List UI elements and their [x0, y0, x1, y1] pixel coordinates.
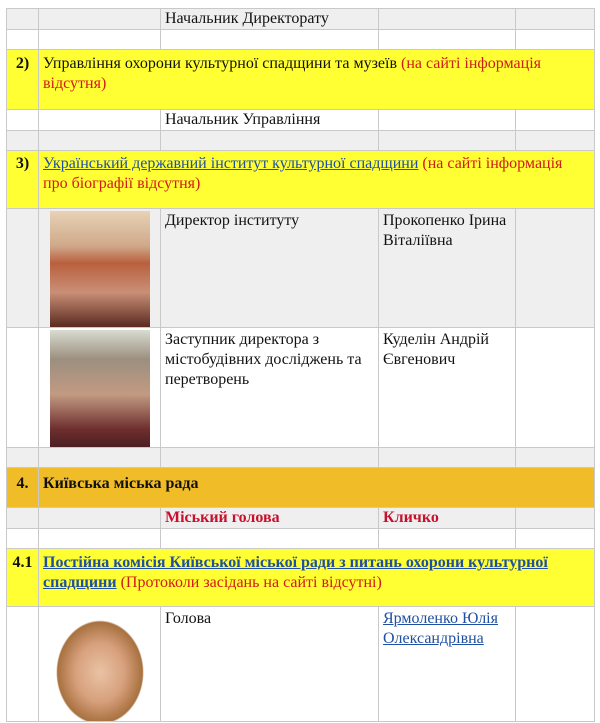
man-gray-hair-photo	[50, 330, 150, 447]
section-note: (на сайті інформація про біографії відсутня)	[43, 155, 563, 192]
commission-link[interactable]: Постійна комісія Київської міської ради з питань охорони культурної спадщини	[43, 554, 548, 591]
section-number: 4.1	[7, 549, 39, 607]
section-title: Управління охорони культурної спадщини та музеїв	[43, 55, 402, 72]
person-name-link[interactable]: Ярмоленко Юлія Олександрівна	[383, 610, 498, 647]
position-label: Міський голова	[161, 508, 379, 529]
section-title: Київська міська рада	[39, 468, 595, 508]
table-row	[7, 110, 595, 131]
section-header-row	[7, 50, 595, 110]
institute-link[interactable]: Український державний інститут культурної спадщини	[43, 155, 419, 172]
person-row	[7, 328, 595, 448]
table-row	[7, 131, 595, 151]
person-name: Куделін Андрій Євгенович	[379, 328, 516, 448]
position-label: Начальник Управління	[161, 110, 379, 131]
section-number: 4.	[7, 468, 39, 508]
table-row	[7, 508, 595, 529]
officials-table	[6, 8, 595, 722]
table-row	[7, 448, 595, 468]
person-row	[7, 209, 595, 328]
position-label: Директор інституту	[161, 209, 379, 328]
section-note: (на сайті інформація відсутня)	[43, 55, 542, 92]
woman-blonde-photo	[50, 613, 150, 721]
position-label: Начальник Директорату	[161, 9, 379, 30]
table-row	[7, 9, 595, 30]
table-row	[7, 30, 595, 50]
section-number: 2)	[7, 50, 39, 110]
person-name: Кличко	[379, 508, 516, 529]
section-number: 3)	[7, 151, 39, 209]
section-header-row	[7, 468, 595, 508]
position-label: Заступник директора з містобудівних досліджень та перетворень	[161, 328, 379, 448]
person-row	[7, 607, 595, 722]
person-name: Прокопенко Ірина Віталіївна	[379, 209, 516, 328]
section-note: (Протоколи засідань на сайті відсутні)	[116, 574, 382, 591]
woman-red-hair-photo	[50, 211, 150, 327]
position-label: Голова	[161, 607, 379, 722]
table-row	[7, 529, 595, 549]
section-header-row	[7, 549, 595, 607]
section-header-row	[7, 151, 595, 209]
